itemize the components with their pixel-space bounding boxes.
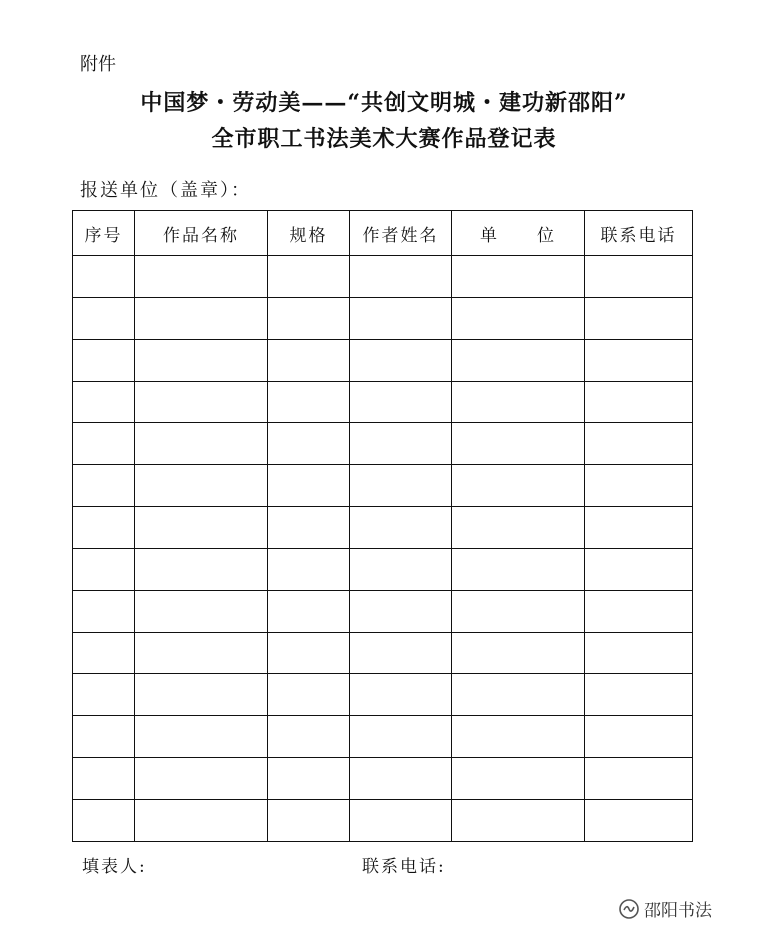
- cell-contact-phone: [585, 674, 693, 716]
- cell-specification: [268, 758, 350, 800]
- cell-specification: [268, 716, 350, 758]
- cell-sequence: [73, 758, 135, 800]
- table-row: [73, 674, 693, 716]
- cell-work-title: [135, 674, 268, 716]
- header-sequence: 序号: [73, 211, 135, 256]
- header-author-name: 作者姓名: [350, 211, 452, 256]
- cell-unit: [452, 632, 585, 674]
- cell-unit: [452, 758, 585, 800]
- table-row: [73, 716, 693, 758]
- cell-author-name: [350, 799, 452, 841]
- cell-unit: [452, 423, 585, 465]
- cell-specification: [268, 799, 350, 841]
- cell-specification: [268, 381, 350, 423]
- cell-work-title: [135, 256, 268, 298]
- cell-specification: [268, 548, 350, 590]
- cell-contact-phone: [585, 548, 693, 590]
- cell-sequence: [73, 339, 135, 381]
- table-row: [73, 465, 693, 507]
- table-header-row: [73, 211, 693, 256]
- cell-work-title: [135, 590, 268, 632]
- cell-author-name: [350, 297, 452, 339]
- watermark-text: 邵阳书法: [644, 901, 712, 921]
- cell-contact-phone: [585, 590, 693, 632]
- cell-unit: [452, 297, 585, 339]
- header-unit: 单 位: [452, 211, 585, 256]
- cell-specification: [268, 632, 350, 674]
- cell-work-title: [135, 507, 268, 549]
- cell-sequence: [73, 465, 135, 507]
- submitting-unit-line: [80, 176, 379, 202]
- cell-sequence: [73, 799, 135, 841]
- cell-specification: [268, 590, 350, 632]
- table-row: [73, 256, 693, 298]
- header-specification: 规格: [268, 211, 350, 256]
- cell-specification: [268, 674, 350, 716]
- cell-unit: [452, 507, 585, 549]
- cell-unit: [452, 799, 585, 841]
- cell-author-name: [350, 590, 452, 632]
- cell-author-name: [350, 674, 452, 716]
- footer-phone-label: 联系电话:: [362, 857, 446, 877]
- cell-author-name: [350, 507, 452, 549]
- cell-contact-phone: [585, 465, 693, 507]
- header-work-title: 作品名称: [135, 211, 268, 256]
- cell-work-title: [135, 548, 268, 590]
- table-row: [73, 339, 693, 381]
- cell-author-name: [350, 465, 452, 507]
- cell-contact-phone: [585, 297, 693, 339]
- cell-author-name: [350, 423, 452, 465]
- table-row: [73, 758, 693, 800]
- attachment-label: 附件: [80, 54, 116, 75]
- cell-author-name: [350, 716, 452, 758]
- form-title-line-2: 全市职工书法美术大赛作品登记表: [211, 126, 557, 152]
- cell-sequence: [73, 381, 135, 423]
- cell-author-name: [350, 381, 452, 423]
- cell-unit: [452, 381, 585, 423]
- cell-specification: [268, 297, 350, 339]
- table-row: [73, 632, 693, 674]
- wechat-channel-icon: [618, 898, 640, 920]
- table-row: [73, 799, 693, 841]
- cell-unit: [452, 548, 585, 590]
- cell-sequence: [73, 548, 135, 590]
- cell-author-name: [350, 339, 452, 381]
- cell-unit: [452, 590, 585, 632]
- submitting-unit-label: 报送单位（盖章）：: [80, 180, 251, 201]
- cell-contact-phone: [585, 716, 693, 758]
- table-row: [73, 423, 693, 465]
- cell-work-title: [135, 716, 268, 758]
- cell-sequence: [73, 590, 135, 632]
- cell-sequence: [73, 256, 135, 298]
- table-body: [73, 256, 693, 842]
- cell-specification: [268, 423, 350, 465]
- cell-sequence: [73, 297, 135, 339]
- cell-work-title: [135, 465, 268, 507]
- cell-contact-phone: [585, 758, 693, 800]
- cell-sequence: [73, 507, 135, 549]
- cell-contact-phone: [585, 256, 693, 298]
- table-row: [73, 548, 693, 590]
- cell-work-title: [135, 632, 268, 674]
- cell-contact-phone: [585, 507, 693, 549]
- cell-author-name: [350, 632, 452, 674]
- table-row: [73, 590, 693, 632]
- cell-sequence: [73, 674, 135, 716]
- form-title-line-1: 中国梦・劳动美——“共创文明城・建功新邵阳”: [140, 90, 628, 116]
- cell-unit: [452, 674, 585, 716]
- cell-sequence: [73, 716, 135, 758]
- cell-work-title: [135, 381, 268, 423]
- cell-author-name: [350, 256, 452, 298]
- cell-contact-phone: [585, 339, 693, 381]
- registration-table: [72, 210, 693, 842]
- cell-work-title: [135, 339, 268, 381]
- cell-author-name: [350, 758, 452, 800]
- table-row: [73, 381, 693, 423]
- cell-specification: [268, 339, 350, 381]
- cell-contact-phone: [585, 381, 693, 423]
- cell-unit: [452, 716, 585, 758]
- cell-specification: [268, 507, 350, 549]
- cell-work-title: [135, 297, 268, 339]
- cell-sequence: [73, 632, 135, 674]
- cell-contact-phone: [585, 632, 693, 674]
- cell-contact-phone: [585, 799, 693, 841]
- watermark: [618, 896, 712, 921]
- cell-specification: [268, 256, 350, 298]
- cell-unit: [452, 256, 585, 298]
- cell-sequence: [73, 423, 135, 465]
- filler-label: 填表人:: [82, 857, 147, 877]
- cell-work-title: [135, 799, 268, 841]
- cell-work-title: [135, 423, 268, 465]
- table-row: [73, 297, 693, 339]
- cell-work-title: [135, 758, 268, 800]
- cell-unit: [452, 465, 585, 507]
- cell-specification: [268, 465, 350, 507]
- table-row: [73, 507, 693, 549]
- cell-unit: [452, 339, 585, 381]
- cell-author-name: [350, 548, 452, 590]
- cell-contact-phone: [585, 423, 693, 465]
- header-contact-phone: 联系电话: [585, 211, 693, 256]
